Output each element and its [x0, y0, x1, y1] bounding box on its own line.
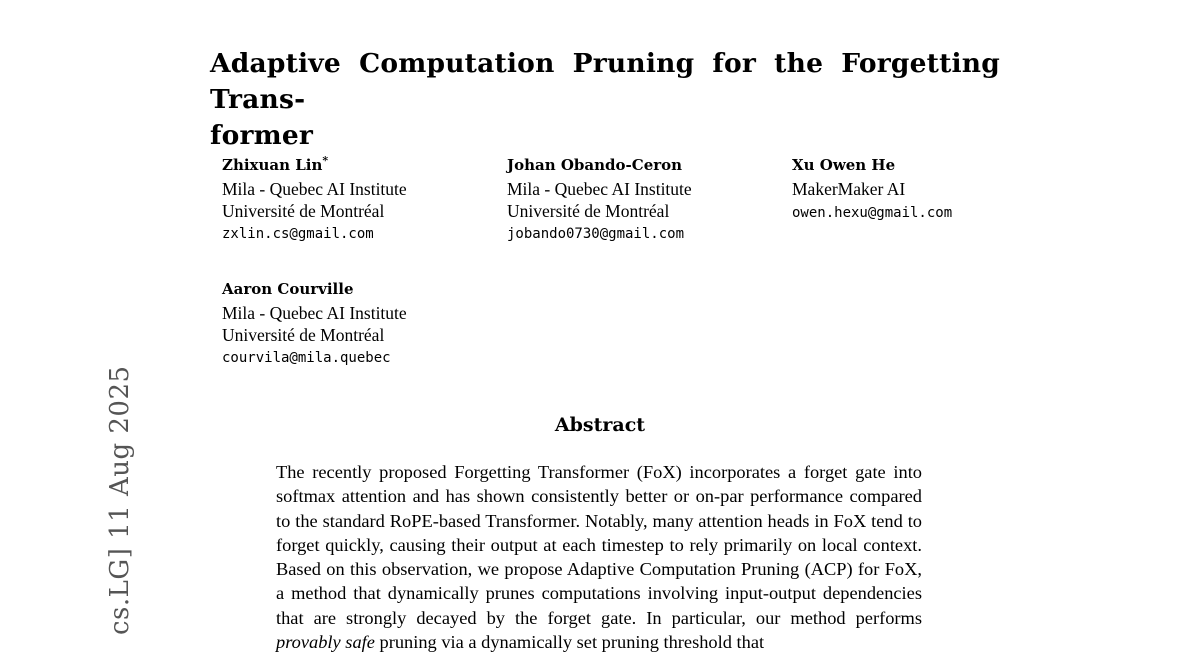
page-title — [210, 46, 1000, 154]
arxiv-stamp — [0, 0, 135, 648]
abstract-text-italic: provably safe — [276, 632, 375, 653]
author-name — [507, 150, 782, 176]
abstract-heading: Abstract — [554, 414, 646, 436]
author-email[interactable]: jobando0730@gmail.com — [507, 226, 685, 242]
author-name-text: Johan Obando-Ceron — [507, 156, 683, 174]
author-name — [792, 150, 1012, 176]
author-name-text: Aaron Courville — [222, 280, 354, 298]
abstract-text-part-1: The recently proposed Forgetting Transformer (FoX) incorporates a forget gate into softmax attention and has shown consistently better or on-par performance compared to the standard RoPE-based Transformer. Notably, many attention heads in FoX tend to forget quickly, causing their output at each timestep to rely primarily on local context. Based on this observation, we propose Adaptive Computation Pruning (ACP) for FoX, a method that dynamically prunes computations involving input-output dependencies that are strongly decayed by the forget gate. In particular, our method performs — [276, 462, 922, 628]
abstract-body — [276, 460, 922, 654]
author-name — [222, 150, 497, 176]
arxiv-stamp-text: cs.LG] 11 Aug 2025 — [105, 365, 135, 635]
author-email[interactable]: owen.hexu@gmail.com — [792, 204, 953, 221]
author-name-text: Zhixuan Lin — [222, 156, 323, 174]
author-footnote-marker: * — [322, 154, 329, 167]
author-affiliation-line-1: Mila - Quebec AI Institute — [222, 303, 407, 323]
abstract-text-part-2: pruning via a dynamically set pruning threshold that — [374, 632, 765, 653]
author-affiliation-line-2: Université de Montréal — [222, 200, 385, 221]
page-title-line-1: Adaptive Computation Pruning for the Forgetting Trans- — [210, 48, 1000, 115]
author-row-1 — [222, 150, 1022, 245]
author-affiliation-line-1: MakerMaker AI — [792, 179, 906, 199]
author-name-text: Xu Owen He — [792, 156, 896, 174]
author-affiliation-line-1: Mila - Quebec AI Institute — [507, 179, 692, 199]
author-block — [792, 150, 1022, 224]
page-title-line-2: former — [210, 120, 314, 151]
author-email[interactable]: courvila@mila.quebec — [222, 350, 391, 366]
author-affiliation-line-2: Université de Montréal — [222, 324, 385, 345]
author-affiliation-line-2: Université de Montréal — [507, 200, 670, 221]
author-row-2 — [222, 274, 1022, 369]
author-email[interactable]: zxlin.cs@gmail.com — [222, 226, 374, 242]
author-block — [222, 274, 507, 369]
author-name — [222, 274, 497, 300]
author-block — [507, 150, 792, 245]
author-list — [222, 150, 1022, 369]
author-affiliation-line-1: Mila - Quebec AI Institute — [222, 179, 407, 199]
author-block — [222, 150, 507, 245]
